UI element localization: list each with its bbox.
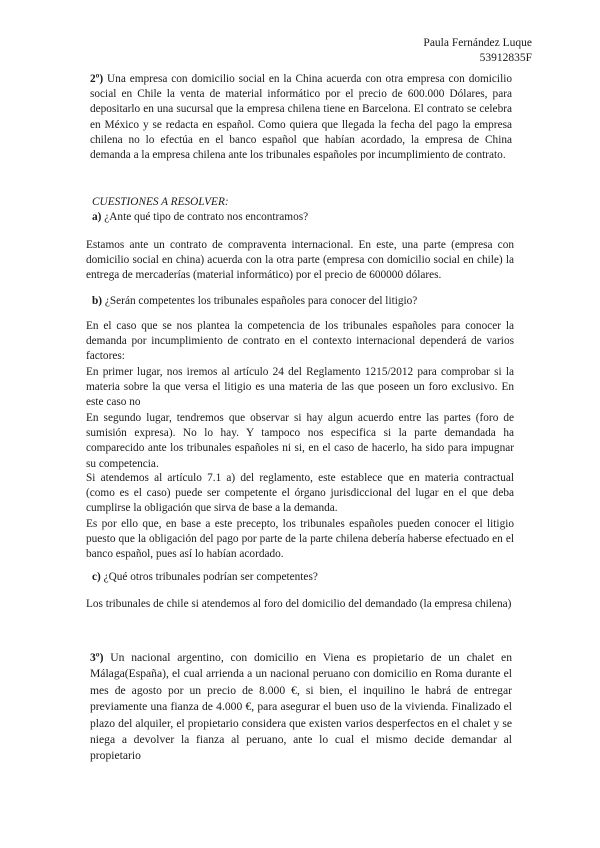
answer-b-intro: En el caso que se nos plantea la competencia de los tribunales españoles para conocer la demanda por incumplimiento de contrato en el contexto internacional dependerá de varios factores: <box>86 320 514 363</box>
exercise-2-text: Una empresa con domicilio social en la China acuerda con otra empresa con domicilio social en Chile la venta de material informático por el precio de 600.000 Dólares, para depositarlo en una sucursal que la empresa chilena tiene en Barcelona. El contrato se celebra en México y se redacta en español. Como quiera que llegada la fecha del pago la empresa chilena no lo efectúa en el banco español que habían acordado, la empresa de China demanda a la empresa chilena ante los tribunales españoles por incumplimiento de contrato. <box>90 73 512 162</box>
author-name: Paula Fernández Luque <box>423 37 532 49</box>
question-a <box>92 210 512 225</box>
question-b-label: b) <box>92 295 103 307</box>
answer-b-paragraph-4: Es por ello que, en base a este precepto, los tribunales españoles pueden conocer el litigio puesto que la obligación del pago por parte de la parte chilena debería haberse efectuado en el banco español, pues así lo habían acordado. <box>86 518 514 561</box>
author-id: 53912835F <box>479 52 532 64</box>
question-c <box>92 570 512 585</box>
answer-b-paragraph-3: Si atendemos al artículo 7.1 a) del reglamento, este establece que en materia contractual (como es el caso) puede ser competente el órgano jurisdiccional del lugar en el que deba cumplirse la obligación que sirva de base a la demanda. <box>86 472 514 515</box>
exercise-2-number: 2º) <box>90 73 104 85</box>
answer-c: Los tribunales de chile si atendemos al foro del domicilio del demandado (la empresa chilena) <box>86 598 512 610</box>
exercise-3-text: Un nacional argentino, con domicilio en Viena es propietario de un chalet en Málaga(España), el cual arrienda a un nacional peruano con domicilio en Roma durante el mes de agosto por un precio de 8.000 €, si bien, el inquilino le habrá de entregar previamente una fianza de 4.000 €, para asegurar el buen uso de la vivienda. Finalizado el plazo del alquiler, el propietario considera que existen varios desperfectos en el chalet y se niega a devolver la fianza al peruano, ante lo cual el mismo decide demandar al propietario <box>90 651 512 763</box>
question-b-text: ¿Serán competentes los tribunales españoles para conocer del litigio? <box>102 295 418 307</box>
question-a-text: ¿Ante qué tipo de contrato nos encontramos? <box>101 211 309 223</box>
question-a-label: a) <box>92 211 102 223</box>
question-b <box>92 294 512 309</box>
answer-b-paragraph-2: En segundo lugar, tendremos que observar si hay algun acuerdo entre las partes (foro de sumisión expresa). No lo hay. Y tampoco nos especifica si la parte demandada ha comparecido ante los tribunales españoles ni si, en el caso de hacerlo, ha sido para impugnar su competencia. <box>86 412 514 470</box>
answer-b-paragraph-1: En primer lugar, nos iremos al artículo 24 del Reglamento 1215/2012 para comprobar si la materia sobre la que versa el litigio es una materia de las que poseen un foro exclusivo. En este caso no <box>86 366 514 409</box>
exercise-3-statement <box>90 650 512 765</box>
exercise-2-statement <box>90 72 512 163</box>
question-c-text: ¿Qué otros tribunales podrían ser competentes? <box>100 571 318 583</box>
answer-a: Estamos ante un contrato de compraventa internacional. En este, una parte (empresa con domicilio social en china) acuerda con la otra parte (empresa con domicilio social en chile) la entrega de mercaderías (material informático) por el precio de 600000 dólares. <box>86 239 514 282</box>
exercise-3-number: 3º) <box>90 651 104 664</box>
question-c-label: c) <box>92 571 101 583</box>
cuestiones-heading: CUESTIONES A RESOLVER: <box>92 196 229 208</box>
page-header <box>423 36 532 66</box>
